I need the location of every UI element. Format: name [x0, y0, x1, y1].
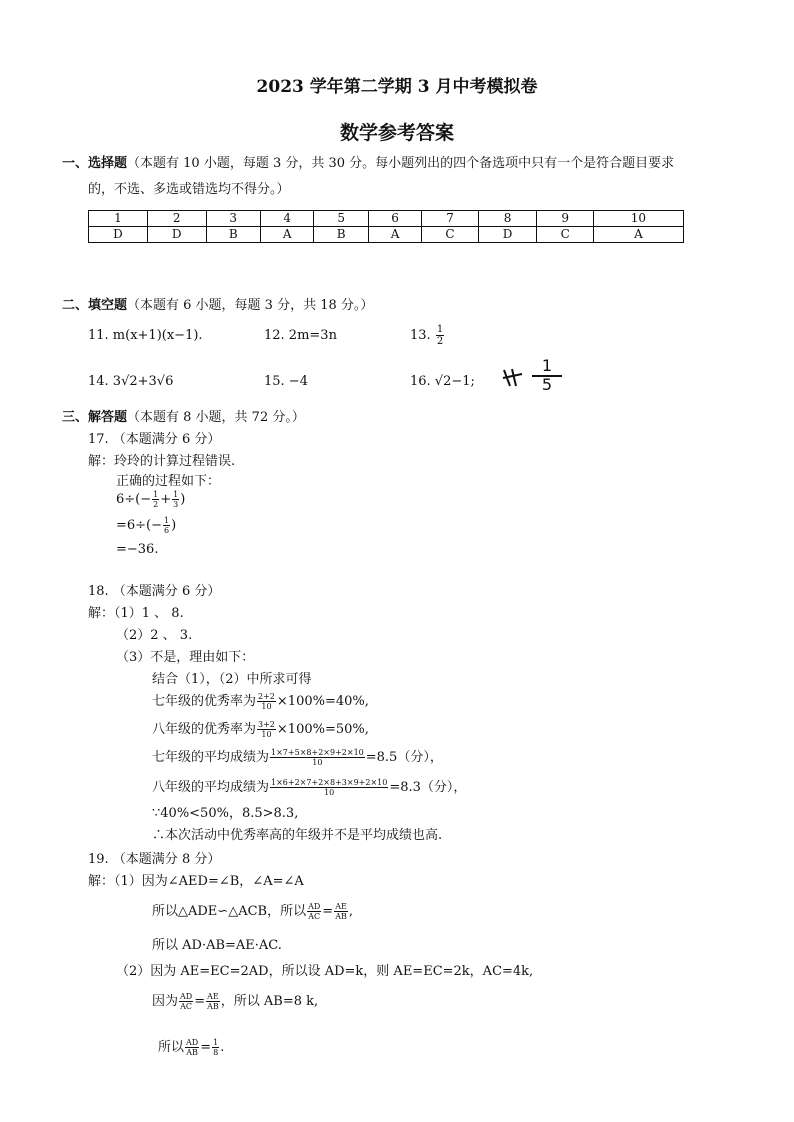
q19-line-5	[152, 990, 318, 1011]
fraction	[270, 748, 365, 767]
fraction	[172, 490, 179, 509]
answer-table-number-row	[89, 211, 684, 227]
numerator: AE	[335, 902, 347, 911]
answer-12: 12. 2m=3n	[264, 328, 337, 343]
table-cell: 10	[593, 211, 683, 227]
fraction	[257, 692, 276, 711]
denominator: 2	[436, 336, 444, 347]
fraction	[179, 992, 193, 1011]
text: 八年级的平均成绩为	[152, 780, 270, 795]
numerator: 1	[164, 516, 170, 525]
section-3-intro	[62, 406, 305, 425]
text: =8.3（分），	[389, 780, 467, 795]
text: =6÷(−	[116, 518, 163, 533]
numerator: 3+2	[258, 720, 275, 729]
table-cell: D	[478, 227, 537, 243]
table-cell: 2	[147, 211, 206, 227]
fraction	[152, 490, 159, 509]
q19-title: 19. （本题满分 8 分）	[88, 852, 221, 867]
q18-line-10: ∴本次活动中优秀率高的年级并不是平均成绩也高.	[152, 828, 443, 843]
denominator: AB	[335, 912, 347, 921]
section-2-desc: （本题有 6 小题，每题 3 分，共 18 分。）	[127, 298, 374, 313]
q19-line-1: 解：（1）因为∠AED=∠B，∠A=∠A	[88, 874, 304, 889]
answer-15: 15. −4	[264, 374, 308, 389]
answer-11: 11. m(x+1)(x−1).	[88, 328, 203, 343]
text: 八年级的优秀率为	[152, 722, 257, 737]
text: 七年级的优秀率为	[152, 694, 257, 709]
denominator: 3	[173, 500, 179, 509]
section-1-intro	[62, 152, 674, 171]
section-3-heading: 三、解答题	[62, 410, 128, 425]
numerator: 1	[173, 490, 179, 499]
scribble-icon	[500, 366, 526, 390]
table-cell: 7	[422, 211, 478, 227]
table-cell: 8	[478, 211, 537, 227]
fraction	[436, 324, 444, 347]
handwritten-numerator: 1	[541, 356, 553, 375]
q17-line-5: =−36.	[116, 542, 159, 557]
fraction	[307, 902, 321, 921]
q18-line-3: （3）不是，理由如下：	[116, 650, 255, 665]
table-cell: A	[368, 227, 422, 243]
fraction	[212, 1038, 219, 1057]
denominator: AB	[186, 1048, 198, 1057]
fraction	[206, 992, 220, 1011]
fraction	[334, 902, 348, 921]
table-cell: 9	[537, 211, 593, 227]
handwritten-scribble	[500, 366, 526, 394]
table-cell: 3	[206, 211, 260, 227]
denominator: AB	[207, 1002, 219, 1011]
q18-line-7	[152, 746, 443, 767]
numerator: AE	[207, 992, 219, 1001]
numerator: AD	[180, 992, 193, 1001]
fraction	[163, 516, 170, 535]
q17-line-4	[116, 516, 176, 535]
section-3-desc: （本题有 8 小题，共 72 分。）	[127, 410, 305, 425]
q19-line-6	[158, 1036, 224, 1057]
table-cell: B	[206, 227, 260, 243]
text: )	[180, 492, 186, 507]
answer-14: 14. 3√2+3√6	[88, 374, 174, 389]
numerator: 1	[436, 324, 444, 335]
table-cell: D	[89, 227, 148, 243]
section-2-intro	[62, 294, 373, 313]
table-cell: B	[314, 227, 368, 243]
table-cell: C	[422, 227, 478, 243]
numerator: 2+2	[258, 692, 275, 701]
fraction	[270, 778, 388, 797]
denominator: 6	[164, 526, 170, 535]
q19-line-2	[152, 900, 353, 921]
numerator: 1	[153, 490, 159, 499]
q17-line-3	[116, 490, 185, 509]
answer-13-label: 13.	[410, 328, 431, 343]
table-cell: C	[537, 227, 593, 243]
denominator: 10	[261, 730, 272, 739]
q18-title: 18. （本题满分 6 分）	[88, 584, 221, 599]
table-cell: 1	[89, 211, 148, 227]
q17-line-1: 解：玲玲的计算过程错误.	[88, 454, 236, 469]
text: ×100%=50%,	[276, 722, 369, 737]
q18-line-6	[152, 718, 369, 739]
text: )	[171, 518, 177, 533]
q18-line-4: 结合（1），（2）中所求可得	[152, 672, 312, 687]
denominator: 10	[324, 788, 335, 797]
text: =	[322, 904, 334, 919]
fraction	[257, 720, 276, 739]
section-1-desc-2: 的，不选、多选或错选均不得分。）	[88, 182, 290, 197]
q18-line-1: 解：（1）1 、 8.	[88, 606, 184, 621]
answer-table-answer-row	[89, 227, 684, 243]
text: =	[200, 1040, 212, 1055]
numerator: AD	[308, 902, 321, 911]
denominator: 2	[153, 500, 159, 509]
page-subtitle: 数学参考答案	[339, 122, 454, 144]
q17-title: 17. （本题满分 6 分）	[88, 432, 221, 447]
text: .	[220, 1040, 225, 1055]
numerator: AD	[186, 1038, 199, 1047]
table-cell: 6	[368, 211, 422, 227]
table-cell: A	[260, 227, 314, 243]
text: =	[194, 994, 206, 1009]
page-title: 2023 学年第二学期 3 月中考模拟卷	[256, 77, 538, 97]
section-2-heading: 二、填空题	[62, 298, 128, 313]
text: 6÷(−	[116, 492, 152, 507]
denominator: AC	[308, 912, 321, 921]
numerator: 1×6+2×7+2×8+3×9+2×10	[271, 778, 388, 787]
text: +	[160, 492, 172, 507]
q18-line-2: （2）2 、 3.	[116, 628, 193, 643]
q18-line-5	[152, 690, 369, 711]
answer-13	[410, 324, 445, 347]
q18-line-8	[152, 776, 466, 797]
text: 所以△ADE∽△ACB，所以	[152, 904, 307, 919]
denominator: 10	[312, 758, 323, 767]
denominator: 8	[213, 1048, 219, 1057]
table-cell: 5	[314, 211, 368, 227]
q19-line-4: （2）因为 AE=EC=2AD，所以设 AD=k，则 AE=EC=2k，AC=4k,	[116, 964, 534, 979]
text: ×100%=40%,	[276, 694, 369, 709]
answer-table	[88, 210, 684, 243]
handwritten-fraction	[532, 356, 562, 394]
table-cell: 4	[260, 211, 314, 227]
section-1-desc-1: （本题有 10 小题，每题 3 分，共 30 分。每小题列出的四个备选项中只有一个是符合题目要求	[127, 156, 675, 171]
denominator: 10	[261, 702, 272, 711]
fraction	[185, 1038, 199, 1057]
numerator: 1×7+5×8+2×9+2×10	[271, 748, 364, 757]
numerator: 1	[213, 1038, 219, 1047]
q17-line-2: 正确的过程如下：	[116, 474, 221, 489]
handwritten-denominator: 5	[541, 375, 553, 394]
text: 因为	[152, 994, 179, 1009]
text: =8.5（分），	[365, 750, 443, 765]
answer-16: 16. √2−1;	[410, 374, 475, 389]
text: 所以	[158, 1040, 185, 1055]
section-1-heading: 一、选择题	[62, 156, 128, 171]
text: ,	[348, 904, 353, 919]
text: 七年级的平均成绩为	[152, 750, 270, 765]
q18-line-9: ∵40%<50%，8.5>8.3,	[152, 806, 299, 821]
denominator: AC	[180, 1002, 193, 1011]
table-cell: D	[147, 227, 206, 243]
q19-line-3: 所以 AD·AB=AE·AC.	[152, 938, 282, 953]
table-cell: A	[593, 227, 683, 243]
text: ，所以 AB=8 k,	[220, 994, 319, 1009]
